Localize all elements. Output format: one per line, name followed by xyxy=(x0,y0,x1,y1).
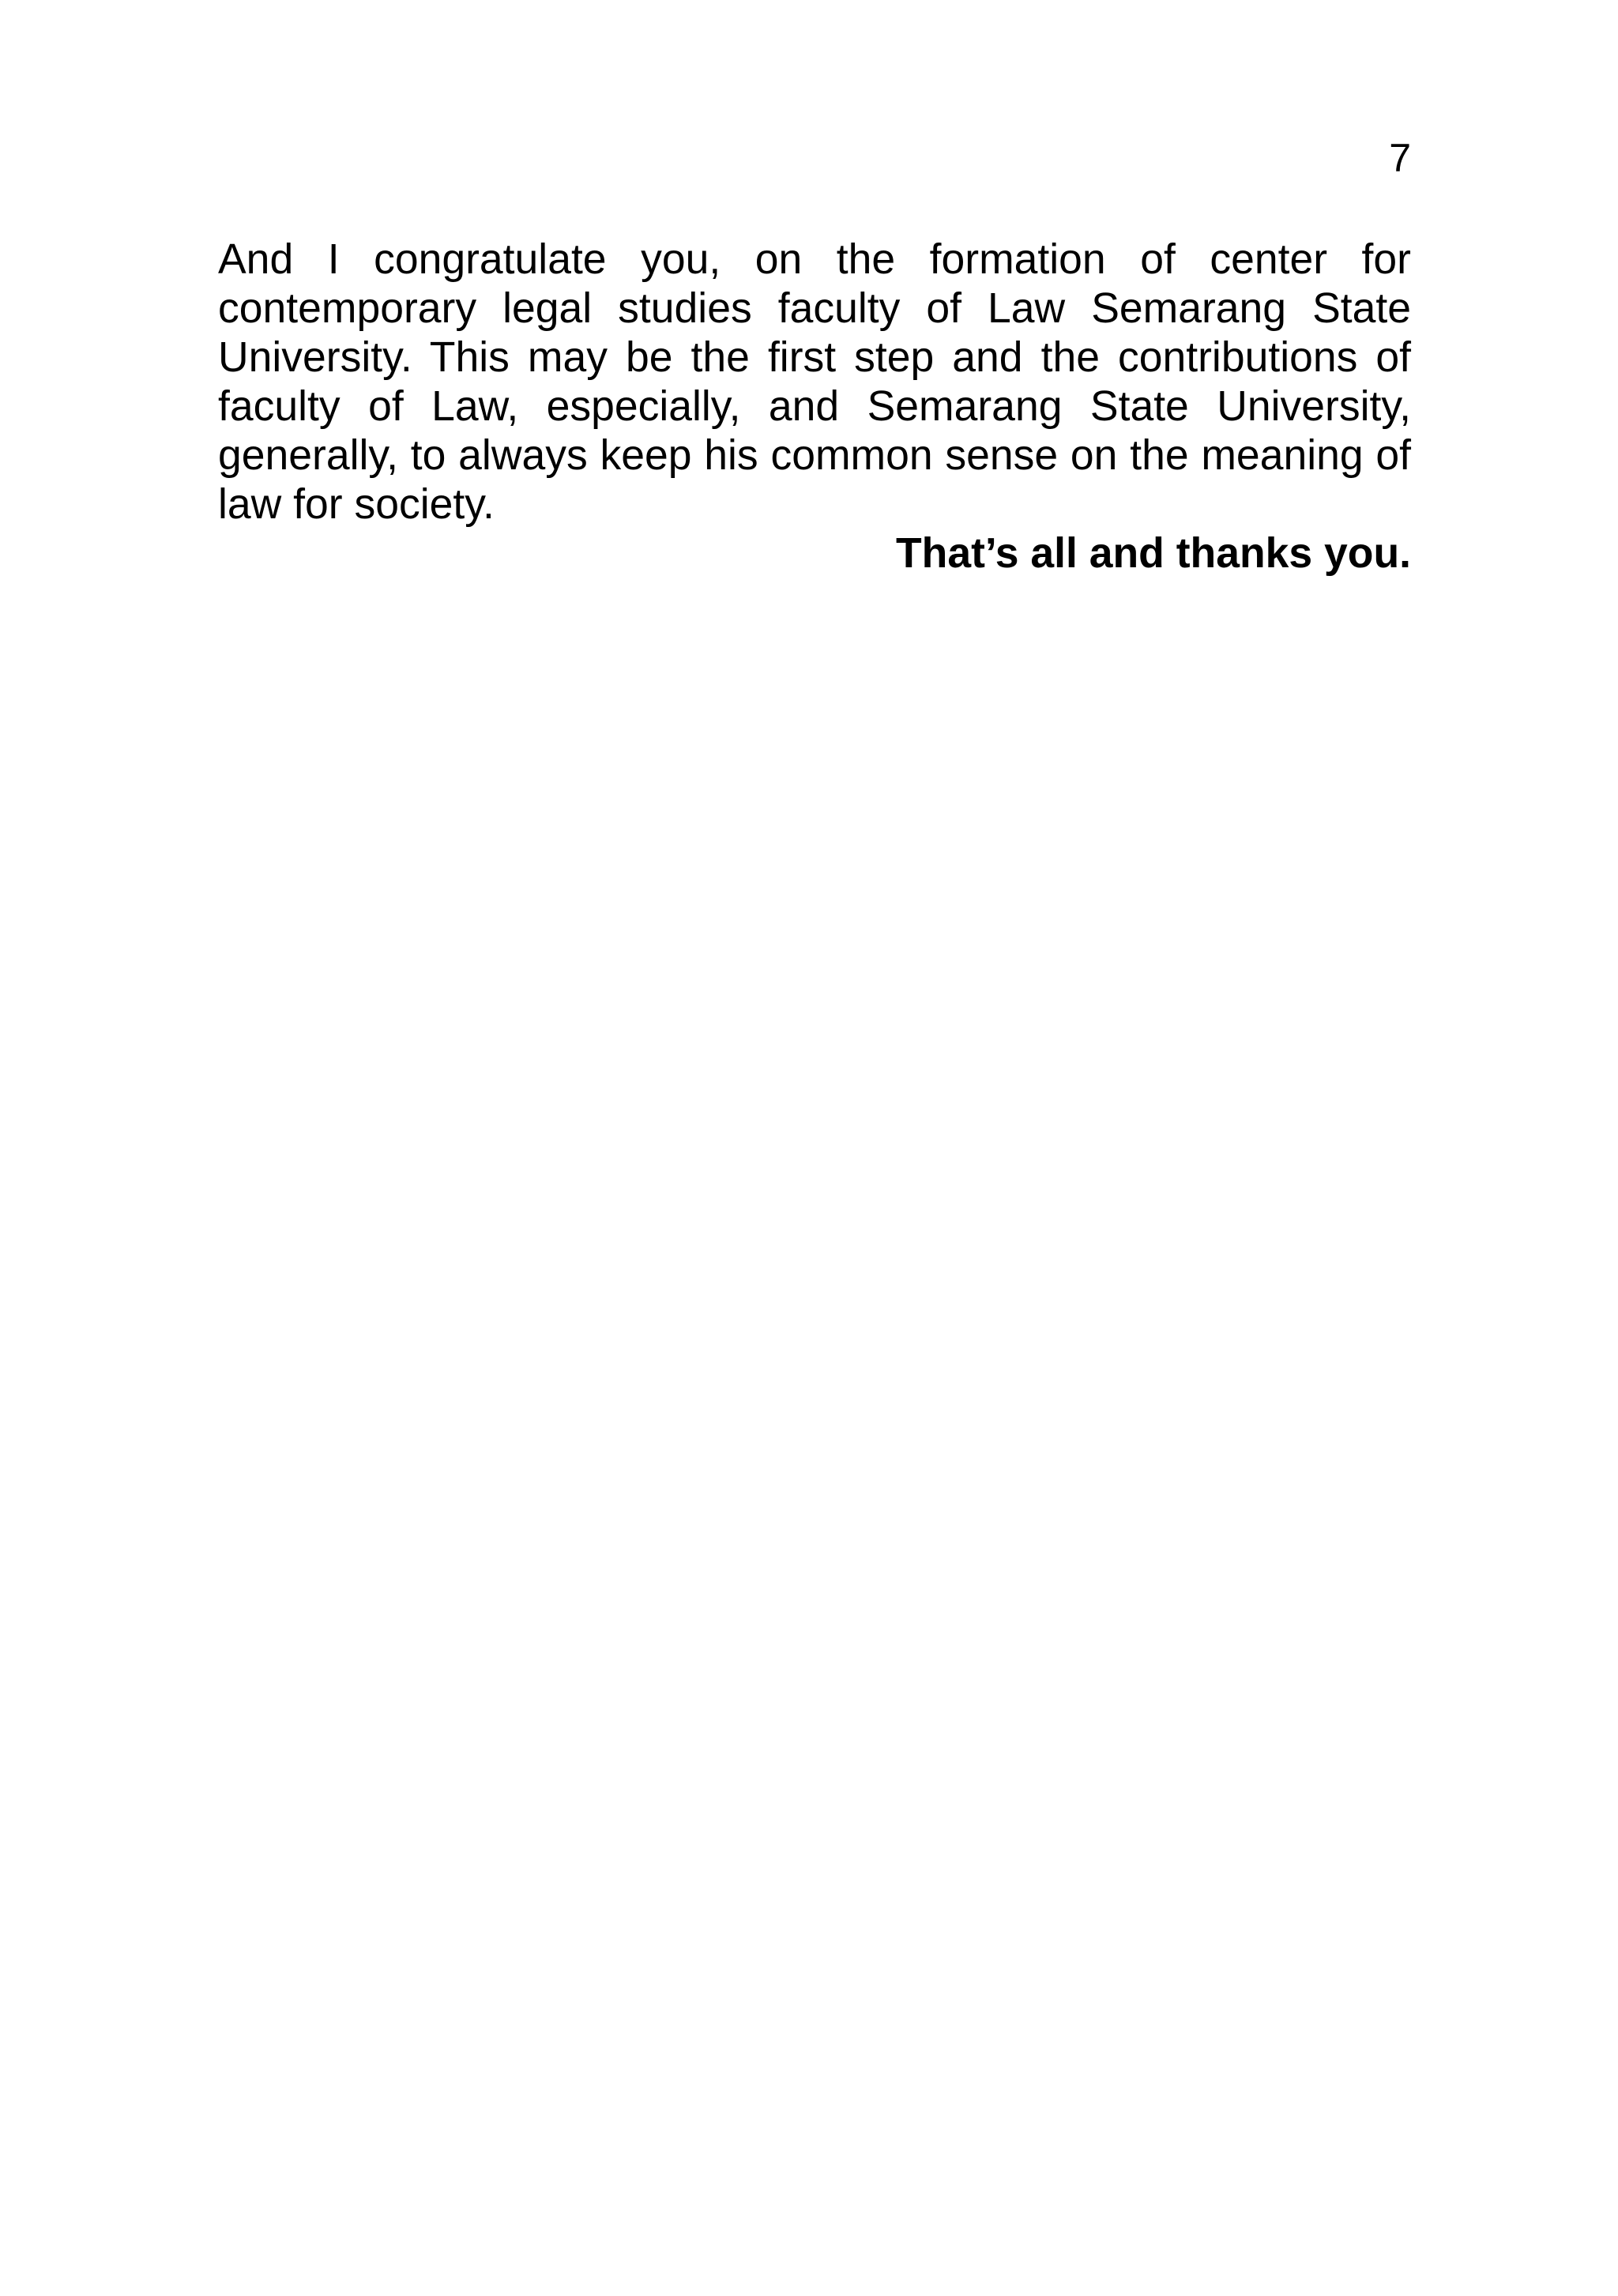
body-paragraph: And I congratulate you, on the formation of center for contemporary legal studies faculty of Law Semarang State University. This may be the first step and the contributions of faculty of Law, especially, and Semarang State University, generally, to always keep his common sense on the meaning of law for society. xyxy=(218,236,1411,528)
closing-line: That’s all and thanks you. xyxy=(895,530,1411,577)
page-number: 7 xyxy=(1389,136,1411,180)
